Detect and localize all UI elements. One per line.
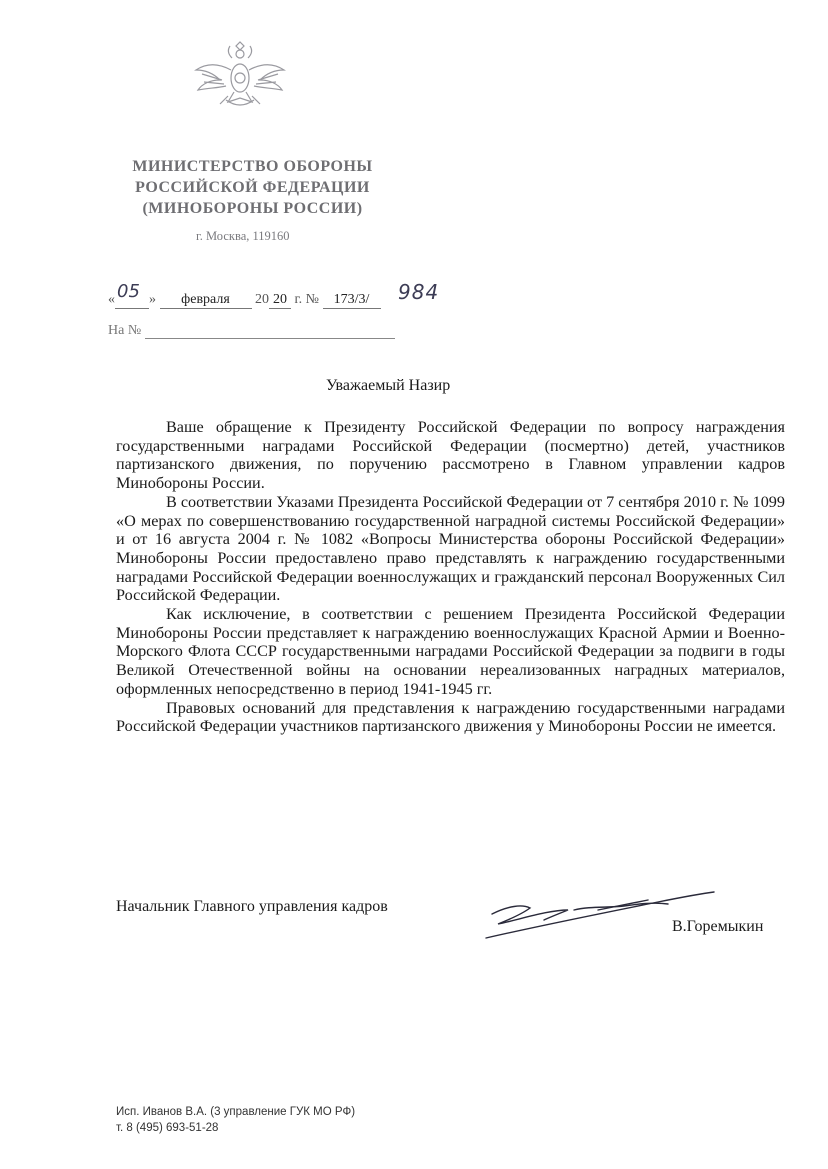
ministry-header — [110, 156, 395, 219]
na-label: На № — [108, 323, 142, 338]
ministry-line-2: РОССИЙСКОЙ ФЕДЕРАЦИИ — [135, 179, 370, 196]
greeting: Уважаемый Назир — [326, 377, 451, 394]
paragraph-4: Правовых оснований для представления к награждению государственными наградами Российской Федерации участников партизанского движения у Минобороны России не имеется. — [116, 698, 785, 736]
paragraph-2: В соответствии Указами Президента Российской Федерации от 7 сентября 2010 г. № 1099 «О мерах по совершенствованию государственной наградной системы Российской Федерации» и от 16 августа 2004 г. № 1082 «Вопросы Министерства обороны Российской Федерации» Минобороны России предоставлено право представлять к награждению государственными наградами Российской Федерации военнослужащих и гражданский персонал Вооруженных Сил Российской Федерации. — [116, 492, 785, 605]
open-quote: « — [108, 292, 115, 307]
ministry-line-1: МИНИСТЕРСТВО ОБОРОНЫ — [132, 158, 373, 175]
handwritten-signature — [478, 880, 718, 950]
ministry-line-3: (МИНОБОРОНЫ РОССИИ) — [142, 200, 363, 217]
executor-footer — [116, 1104, 355, 1136]
signatory-title: Начальник Главного управления кадров — [116, 898, 388, 915]
year-unit: г. — [294, 292, 303, 307]
year-suffix: 20 — [269, 292, 291, 309]
city-address: г. Москва, 119160 — [196, 229, 290, 243]
year-prefix: 20 — [255, 292, 269, 307]
reference-blank — [145, 324, 395, 339]
double-headed-eagle-icon — [190, 40, 290, 120]
paragraph-3: Как исключение, в соответствии с решением Президента Российской Федерации Минобороны России представляет к награждению военнослужащих Красной Армии и Военно-Морского Флота СССР государственными наградами Российской Федерации за подвиги в годы Великой Отечественной войны на основании нереализованных наградных материалов, оформленных непосредственно в период 1941-1945 гг. — [116, 605, 785, 698]
signatory-name: В.Горемыкин — [672, 918, 764, 935]
executor-name: Исп. Иванов В.А. (3 управление ГУК МО РФ) — [116, 1106, 356, 1118]
month-field: февраля — [160, 292, 252, 309]
handwritten-day: 05 — [117, 281, 140, 302]
letter-body — [116, 418, 785, 736]
handwritten-number: 984 — [398, 280, 440, 304]
document-dateline — [108, 292, 381, 309]
paragraph-1: Ваше обращение к Президенту Российской Федерации по вопросу награждения государственными наградами Российской Федерации (посмертно) детей, участников партизанского движения, по поручению рассмотрено в Главном управлении кадров Минобороны России. — [116, 418, 785, 493]
executor-phone: т. 8 (495) 693-51-28 — [116, 1122, 219, 1134]
outgoing-number: 173/3/ — [323, 292, 381, 309]
close-quote: » — [149, 292, 156, 307]
number-sign: № — [305, 292, 320, 307]
reference-number-line — [108, 323, 395, 339]
